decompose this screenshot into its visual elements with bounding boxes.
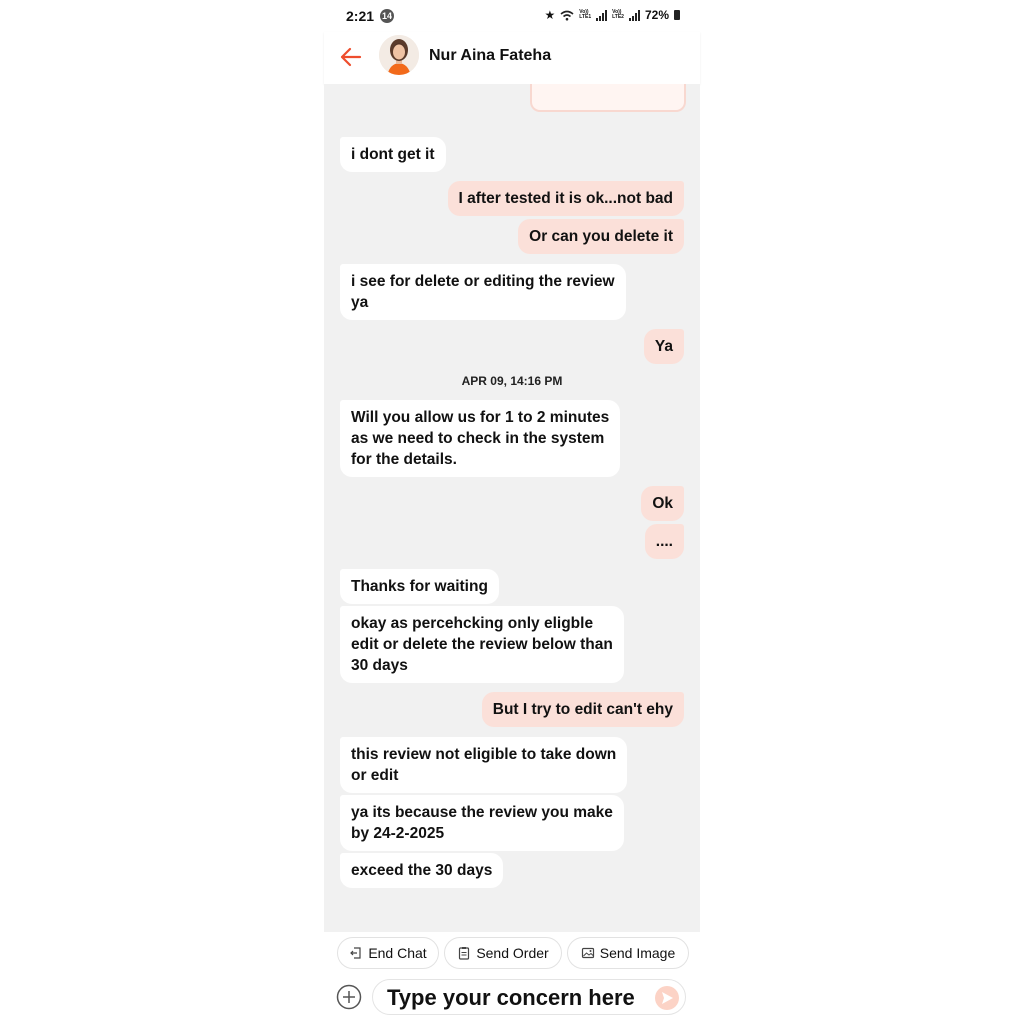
- send-image-button[interactable]: [567, 937, 689, 969]
- notification-badge: 14: [381, 11, 392, 21]
- message-input-bar: [324, 976, 700, 1024]
- clipboard-icon: [457, 946, 471, 960]
- exit-icon: [349, 946, 363, 960]
- chat-header: [324, 32, 700, 84]
- message-bubble-incoming: [340, 400, 620, 477]
- signal-icon-2: [629, 10, 640, 21]
- message-line: Will you allow us for 1 to 2 minutes: [351, 409, 610, 426]
- network-label-2: Vo)) LTE2: [612, 9, 624, 20]
- agent-portrait-icon: [379, 35, 419, 75]
- message-bubble-incoming: [340, 137, 446, 172]
- message-bubble-outgoing: [644, 329, 684, 364]
- message-input[interactable]: [385, 982, 649, 1014]
- message-bubble-incoming: [340, 264, 626, 320]
- message-bubble-incoming: [340, 569, 499, 604]
- message-line: 30 days: [351, 657, 408, 674]
- send-image-label: Send Image: [599, 945, 676, 961]
- status-bar: [324, 0, 700, 32]
- message-line: as we need to check in the system: [351, 430, 605, 447]
- contact-name: Nur Aina Fateha: [429, 47, 552, 64]
- message-text: Ok: [652, 495, 673, 512]
- end-chat-button[interactable]: [337, 937, 439, 969]
- image-icon: [581, 946, 595, 960]
- send-button[interactable]: [655, 986, 679, 1010]
- message-line: edit or delete the review below than: [351, 636, 613, 653]
- send-order-label: Send Order: [476, 945, 549, 961]
- message-bubble-incoming: [340, 606, 624, 683]
- message-text: But I try to edit can't ehy: [492, 701, 673, 718]
- avatar[interactable]: [379, 35, 419, 75]
- network-label-1: Vo)) LTE1: [579, 9, 592, 20]
- phone-screen: [324, 0, 700, 1024]
- wifi-icon: [560, 10, 574, 21]
- send-order-button[interactable]: [444, 937, 562, 969]
- message-bubble-outgoing: [641, 486, 684, 521]
- chat-area[interactable]: [324, 84, 700, 932]
- message-text: exceed the 30 days: [351, 862, 493, 879]
- quick-actions-bar: [324, 932, 700, 976]
- message-text: Thanks for waiting: [351, 578, 488, 595]
- signal-icon-1: [596, 10, 607, 21]
- message-line: okay as percehcking only eligble: [351, 615, 594, 632]
- star-icon: ★: [544, 8, 556, 22]
- message-bubble-outgoing: [645, 524, 684, 559]
- plus-circle-icon[interactable]: [336, 984, 362, 1010]
- message-line: ya: [351, 294, 369, 311]
- status-icons: [544, 8, 680, 22]
- message-line: or edit: [351, 767, 399, 784]
- message-bubble-outgoing: [518, 219, 684, 254]
- battery-icon: [674, 10, 680, 20]
- message-text: I after tested it is ok...not bad: [458, 190, 673, 207]
- message-bubble-incoming: [340, 853, 503, 888]
- message-text: Ya: [654, 338, 673, 355]
- date-separator: APR 09, 14:16 PM: [461, 374, 563, 388]
- message-line: this review not eligible to take down: [351, 746, 617, 763]
- message-text: ....: [655, 533, 673, 550]
- battery-percent: 72%: [644, 8, 669, 22]
- message-field[interactable]: [372, 979, 686, 1015]
- message-text: Or can you delete it: [529, 228, 673, 245]
- end-chat-label: End Chat: [368, 945, 427, 961]
- message-line: i see for delete or editing the review: [351, 273, 615, 290]
- back-arrow-icon[interactable]: [334, 40, 368, 74]
- message-bubble-incoming: [340, 737, 627, 793]
- message-text: i dont get it: [351, 146, 435, 163]
- message-bubble-outgoing: [448, 181, 684, 216]
- previous-card-fragment: [530, 84, 686, 112]
- message-bubble-incoming: [340, 795, 624, 851]
- message-line: for the details.: [351, 451, 457, 468]
- message-line: ya its because the review you make: [351, 804, 613, 821]
- send-icon: [655, 986, 679, 1010]
- message-line: by 24-2-2025: [351, 825, 445, 842]
- status-time: 2:21: [346, 8, 375, 24]
- message-bubble-outgoing: [482, 692, 684, 727]
